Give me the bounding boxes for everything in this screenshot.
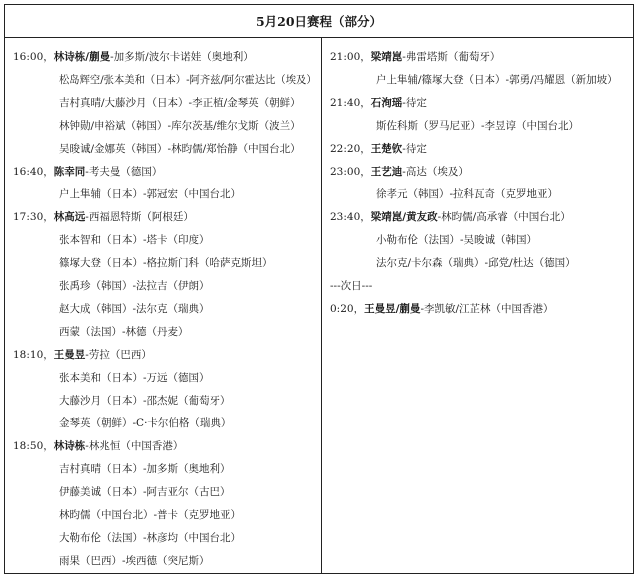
highlight-player: 林高远 — [53, 211, 86, 224]
schedule-row — [59, 256, 273, 270]
match-detail: 吉村真晴（日本）-加多斯（奥地利） — [59, 463, 231, 476]
match-detail: -弗雷塔斯（葡萄牙） — [402, 51, 501, 63]
match-detail: -考夫曼（德国） — [85, 165, 163, 178]
match-detail: 吉村真晴/大藤沙月（日本）-李正植/金琴英（朝鲜） — [59, 96, 301, 109]
match-detail: -李凯敏/江芷林（中国香港） — [420, 302, 554, 315]
match-detail: 斯佐科斯（罗马尼亚）-李昱谆（中国台北） — [376, 119, 580, 132]
schedule-table — [4, 4, 634, 574]
page-title: 5月20日赛程（部分） — [5, 5, 633, 38]
schedule-row — [376, 73, 618, 87]
schedule-row — [59, 508, 241, 522]
match-detail: 徐孝元（韩国）-拉科瓦奇（克罗地亚） — [376, 188, 559, 201]
highlight-player: 林诗栋 — [53, 440, 86, 453]
match-detail: 西蒙（法国）-林德（丹麦） — [59, 325, 189, 338]
schedule-row — [376, 256, 576, 270]
match-detail: -加多斯/波尔卡诺娃（奥地利） — [110, 51, 254, 63]
match-detail: -劳拉（巴西） — [85, 348, 152, 361]
schedule-row — [13, 210, 194, 224]
schedule-row — [330, 50, 500, 64]
schedule-row — [59, 325, 189, 339]
schedule-row — [59, 531, 241, 545]
match-time: 21:40， — [330, 96, 371, 109]
highlight-player: 梁靖崑/黄友政 — [370, 211, 438, 224]
match-time: 16:00， — [13, 51, 54, 63]
schedule-row — [59, 462, 231, 476]
schedule-row — [59, 302, 210, 316]
highlight-player: 王艺迪 — [370, 165, 403, 178]
schedule-row — [376, 233, 537, 247]
match-time: 0:20， — [330, 302, 365, 315]
match-time: 21:00， — [330, 51, 371, 63]
highlight-player: 王曼昱 — [53, 348, 86, 361]
schedule-row — [330, 165, 469, 179]
schedule-row — [59, 485, 231, 499]
match-detail: 吴晙诚/金娜英（韩国）-林昀儒/郑怡静（中国台北） — [59, 142, 301, 155]
schedule-row — [59, 394, 231, 408]
match-detail: -待定 — [402, 96, 427, 109]
match-detail: 小勒布伦（法国）-吴晙诚（韩国） — [376, 234, 538, 247]
highlight-player: 陈幸同 — [53, 165, 86, 178]
match-detail: 赵大成（韩国）-法尔克（瑞典） — [59, 302, 210, 315]
match-time: 22:20， — [330, 142, 371, 155]
schedule-row — [59, 73, 317, 87]
match-detail: 张本美和（日本）-万远（德国） — [59, 371, 210, 384]
match-detail: -西福恩特斯（阿根廷） — [85, 211, 194, 224]
match-detail: 林钟勋/申裕斌（韩国）-库尔茨基/维尔戈斯（波兰） — [59, 119, 301, 132]
schedule-row — [59, 142, 301, 156]
schedule-row — [13, 50, 254, 64]
match-time: 23:40， — [330, 211, 371, 224]
highlight-player: 梁靖崑 — [370, 51, 403, 63]
match-detail: -高达（埃及） — [402, 165, 469, 178]
match-time: 18:50， — [13, 440, 54, 453]
match-detail: 大藤沙月（日本）-邵杰妮（葡萄牙） — [59, 394, 231, 407]
schedule-row — [330, 142, 427, 156]
schedule-row — [376, 187, 558, 201]
schedule-row — [59, 371, 210, 385]
match-time: 17:30， — [13, 211, 54, 224]
schedule-row — [330, 210, 571, 224]
match-detail: 大勒布伦（法国）-林彦均（中国台北） — [59, 531, 242, 544]
match-time: ---次日--- — [330, 280, 373, 292]
column-divider — [321, 38, 322, 574]
schedule-row — [59, 187, 241, 201]
highlight-player: 石洵瑶 — [370, 96, 403, 109]
highlight-player: 王楚钦 — [370, 142, 403, 155]
schedule-row — [13, 439, 183, 453]
match-detail: -林昀儒/高承睿（中国台北） — [437, 211, 571, 224]
match-detail: 金琴英（朝鲜）-C·卡尔伯格（瑞典） — [59, 417, 232, 430]
match-detail: 篠塚大登（日本）-格拉斯门科（哈萨克斯坦） — [59, 257, 273, 270]
match-detail: 张本智和（日本）-塔卡（印度） — [59, 234, 210, 247]
schedule-row — [59, 233, 210, 247]
schedule-row — [13, 165, 162, 179]
highlight-player: 王曼昱/蒯曼 — [364, 302, 421, 315]
schedule-row — [59, 119, 301, 133]
match-time: 23:00， — [330, 165, 371, 178]
schedule-row — [59, 96, 301, 110]
schedule-row — [330, 279, 372, 293]
match-time: 18:10， — [13, 348, 54, 361]
schedule-row — [330, 302, 554, 316]
highlight-player: 林诗栋/蒯曼 — [53, 51, 111, 63]
match-detail: -林兆恒（中国香港） — [85, 440, 184, 453]
match-detail: 伊藤美诚（日本）-阿吉亚尔（古巴） — [59, 486, 231, 499]
schedule-row — [59, 279, 210, 293]
match-detail: 松岛辉空/张本美和（日本）-阿齐兹/阿尔霍达比（埃及） — [59, 73, 317, 86]
schedule-row — [330, 96, 427, 110]
schedule-row — [59, 416, 231, 430]
match-detail: 林昀儒（中国台北）-普卡（克罗地亚） — [59, 509, 242, 521]
schedule-row — [13, 348, 152, 362]
match-detail: 张禹珍（韩国）-法拉吉（伊朗） — [59, 280, 210, 292]
match-detail: 户上隼辅（日本）-郭冠宏（中国台北） — [59, 188, 242, 201]
schedule-row — [376, 119, 579, 133]
schedule-row — [59, 554, 210, 568]
match-time: 16:40， — [13, 165, 54, 178]
match-detail: 雨果（巴西）-埃西德（突尼斯） — [59, 554, 210, 567]
match-detail: 法尔克/卡尔森（瑞典）-邱党/杜达（德国） — [376, 257, 576, 270]
match-detail: 户上隼辅/篠塚大登（日本）-郭勇/冯耀恩（新加坡） — [376, 73, 618, 86]
match-detail: -待定 — [402, 142, 427, 155]
